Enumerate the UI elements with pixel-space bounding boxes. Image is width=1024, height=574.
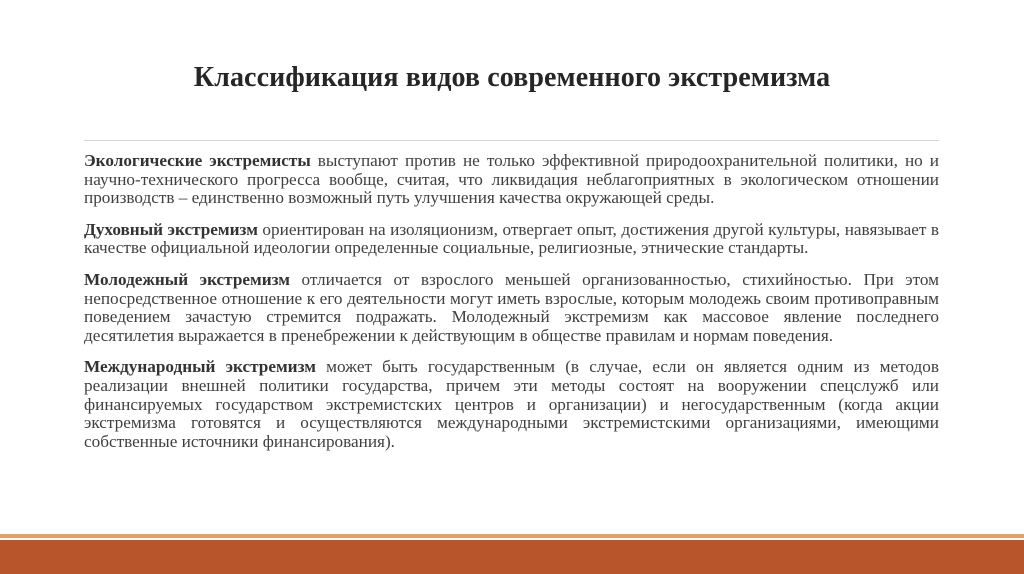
paragraph-term: Экологические экстремисты — [84, 151, 311, 170]
paragraph-text: может быть государственным (в случае, если он является одним из методов реализации внешней политики государства, причем эти методы состоят на вооружении спецслужб или финансируемых государством экстремистских центров и организации) и негосударственным (когда акции экстремизма готовятся и осуществляются международными экстремистскими организациями, имеющими собственные источники финансирования). — [84, 357, 939, 451]
paragraph-international-extremism — [84, 358, 939, 451]
slide-body — [84, 152, 939, 464]
paragraph-term: Духовный экстремизм — [84, 219, 258, 239]
paragraph-term: Молодежный экстремизм — [84, 269, 291, 289]
footer-accent-stripe — [0, 534, 1024, 538]
title-divider — [84, 140, 939, 141]
footer-accent-bar — [0, 540, 1024, 574]
paragraph-ecological-extremists — [84, 152, 939, 208]
paragraph-spiritual-extremism — [84, 221, 939, 258]
paragraph-text: выступают против не только эффективной природоохранительной политики, но и научно-технического прогресса вообще, считая, что ликвидация неблагоприятных в экологическом отношении производств – единственно возможный путь улучшения качества окружающей среды. — [84, 151, 939, 208]
paragraph-text: отличается от взрослого меньшей организованностью, стихийностью. При этом непосредственное отношение к его деятельности могут иметь взрослые, которым молодежь своим противоправным поведением зачастую стремится подражать. Молодежный экстремизм как массовое явление последнего десятилетия выражается в пренебрежении к действующим в обществе правилам и нормам поведения. — [84, 269, 939, 345]
paragraph-youth-extremism — [84, 271, 939, 345]
paragraph-text: ориентирован на изоляционизм, отвергает опыт, достижения другой культуры, навязывает в качестве официальной идеологии определенные социальные, религиозные, этнические стандарты. — [84, 219, 939, 258]
slide-title: Классификация видов современного экстремизма — [193, 62, 831, 93]
paragraph-term: Международный экстремизм — [84, 357, 316, 377]
